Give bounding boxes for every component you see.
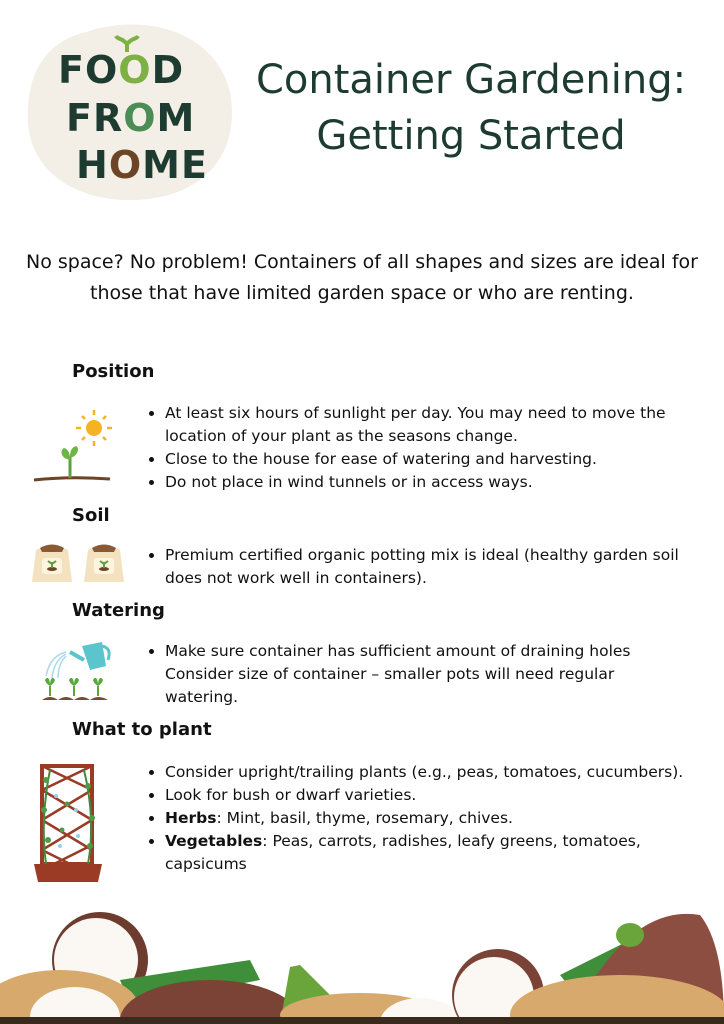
section-heading-position: Position xyxy=(72,361,155,382)
list-item: • Premium certified organic potting mix is ideal (healthy garden soil does not work well in containers). xyxy=(165,544,710,590)
food-from-home-logo xyxy=(26,12,236,202)
list-item: • Consider upright/trailing plants (e.g., peas, tomatoes, cucumbers). xyxy=(165,761,710,784)
vegetables-label: Vegetables xyxy=(165,832,263,850)
section-heading-watering: Watering xyxy=(72,600,165,621)
list-item xyxy=(165,830,710,876)
list-item: • Do not place in wind tunnels or in access ways. xyxy=(165,471,710,494)
section-heading-what-to-plant: What to plant xyxy=(72,719,212,740)
watering-line-1: Make sure container has sufficient amount of draining holes xyxy=(165,642,631,660)
herbs-label: Herbs xyxy=(165,809,217,827)
vegetables-text: : Peas, carrots, radishes, leafy greens, tomatoes, capsicums xyxy=(165,832,641,873)
intro-text: No space? No problem! Containers of all shapes and sizes are ideal for those that have limited garden space or who are renting. xyxy=(26,251,698,304)
list-item: • At least six hours of sunlight per day. You may need to move the location of your plant as the seasons change. xyxy=(165,402,710,448)
logo-line-1: FOOD xyxy=(58,48,185,92)
list-item xyxy=(165,640,685,709)
position-list xyxy=(145,402,710,494)
list-item xyxy=(165,807,710,830)
watering-can-icon xyxy=(40,640,112,702)
watering-list xyxy=(145,640,685,709)
watering-line-2: Consider size of container – smaller pots will need regular watering. xyxy=(165,665,615,706)
soil-list xyxy=(145,544,710,590)
title-line-1: Container Gardening: xyxy=(255,57,687,103)
trellis-planter-icon xyxy=(32,760,104,885)
logo-line-3: HOME xyxy=(76,143,208,187)
vegetables-border-illustration xyxy=(0,905,724,1024)
what-to-plant-list xyxy=(145,761,710,876)
herbs-text: : Mint, basil, thyme, rosemary, chives. xyxy=(216,809,513,827)
soil-bags-icon xyxy=(32,542,132,584)
logo-line-2: FROM xyxy=(66,96,196,140)
page-title xyxy=(236,52,706,164)
list-item: • Close to the house for ease of watering and harvesting. xyxy=(165,448,710,471)
list-item: • Look for bush or dwarf varieties. xyxy=(165,784,710,807)
section-heading-soil: Soil xyxy=(72,505,110,526)
title-line-2: Getting Started xyxy=(316,113,626,159)
sun-seedling-icon xyxy=(30,408,116,484)
